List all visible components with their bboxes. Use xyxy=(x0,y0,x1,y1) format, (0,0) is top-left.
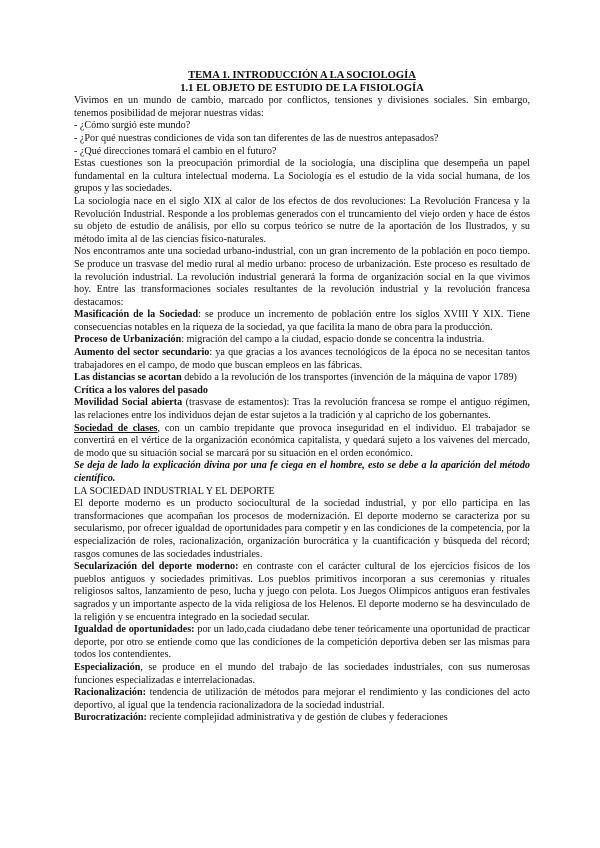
question-item: - ¿Cómo surgió este mundo? xyxy=(74,120,191,132)
term-label: Secularización del deporte moderno: xyxy=(74,561,239,573)
item-igualdad xyxy=(74,624,530,662)
item-especializacion xyxy=(74,662,530,687)
item-movilidad xyxy=(74,397,530,422)
term-text: debido a la revolución de los transportes (invención de la máquina de vapor 1789) xyxy=(181,372,517,384)
item-burocratizacion xyxy=(74,712,530,725)
term-text: : se produce un incremento de población entre los siglos XVIII Y XIX. Tiene consecuencias notables en la riqueza de la sociedad, ya que facilita la mano de obra para la producción. xyxy=(74,309,531,333)
paragraph-explicacion: Se deja de lado la explicación divina por una fe ciega en el hombre, esto se debe a la aparición del método científico. xyxy=(74,460,530,484)
term-label: Masificación de la Sociedad xyxy=(74,309,199,321)
term-label: Proceso de Urbanización xyxy=(74,334,182,346)
item-secularizacion xyxy=(74,561,530,624)
question-item: - ¿Por qué nuestras condiciones de vida son tan diferentes de las de nuestros antepasados? xyxy=(74,132,439,144)
term-label: Burocratización: xyxy=(74,712,147,724)
term-label: Sociedad de clases xyxy=(74,422,158,434)
term-text: : ya que gracias a los avances tecnológicos de la época no se necesitan tantos trabajadores en el campo, de modo que buscan empleos en las fábricas. xyxy=(74,347,530,371)
term-text: reciente complejidad administrativa y de gestión de clubes y federaciones xyxy=(146,712,448,724)
term-text: , se produce en el mundo del trabajo de las sociedades industriales, con sus numerosas funciones especializadas e interrelacionadas. xyxy=(74,661,530,686)
term-text: por un lado,cada ciudadano debe tener teóricamente una oportunidad de practicar deporte, por otro se entiende como que las condiciones de la competición deportiva deben ser las mismas para todos los contendientes. xyxy=(74,624,530,661)
term-label: Especialización xyxy=(74,661,141,673)
term-text: : migración del campo a la ciudad, espacio donde se concentra la industria. xyxy=(181,334,485,346)
term-text: en contraste con el carácter cultural de los ejercicios físicos de los pueblos antiguos y sociedades primitivas. Los pueblos primitivos incorporan a sus ceremonias y rituales religiosos saltos, lanzamiento de peso, lucha y juego con pelota. Los Juegos Olímpicos antiguos eran festivales sagrados y un importante aspecto de la vida religiosa de los Helenos. El deporte moderno se ha desvinculado de la religión y se encuentra integrado en la sociedad secular. xyxy=(74,561,530,623)
term-label: Racionalización: xyxy=(74,687,146,699)
term-label: Movilidad Social abierta xyxy=(74,397,183,409)
paragraph-nace: La sociología nace en el siglo XIX al calor de los efectos de dos revoluciones: La Revolución Francesa y la Revolución Industrial. Responde a los problemas generados con el truncamiento del viejo orden y hace de éstos su objeto de estudio de análisis, por ello su corpus teórico se nutre de la aportación de los Ilustrados, y su método imita al de las ciencias físico-naturales. xyxy=(74,195,530,245)
document-title: TEMA 1. INTRODUCCIÓN A LA SOCIOLOGÍA xyxy=(188,70,416,81)
term-label: Aumento del sector secundario xyxy=(74,347,210,359)
term-label: Igualdad de oportunidades: xyxy=(74,624,195,636)
term-text: , con un cambio trepidante que provoca inseguridad en el individuo. El trabajador se convertirá en el vértice de la organización económica capitalista, y quedará sujeto a los vaivenes del mercado, de modo que su situación social se marcará por su situación en el orden económico. xyxy=(74,422,530,459)
item-racionalizacion xyxy=(74,687,530,712)
item-sector-secundario xyxy=(74,347,530,372)
section-subtitle: 1.1 EL OBJETO DE ESTUDIO DE LA FISIOLOGÍA xyxy=(180,82,424,94)
term-text: (trasvase de estamentos): Tras la revolución francesa se rompe el antiguo régimen, las relaciones entre los individuos dejan de estar sujetos a la tradición y al capricho de los gobernantes. xyxy=(74,397,531,422)
item-masificacion xyxy=(74,309,530,334)
heading-critica: Crítica a los valores del pasado xyxy=(74,384,208,396)
item-clases xyxy=(74,423,530,461)
section-heading-deporte: LA SOCIEDAD INDUSTRIAL Y EL DEPORTE xyxy=(74,485,275,497)
paragraph-deporte: El deporte moderno es un producto sociocultural de la sociedad industrial, y por ello participa en las transformaciones que acompañan los procesos de modernización. El deporte moderno se caracteriza por su secularismo, por ofrecer igualdad de oportunidades para competir y en las condiciones de la competencia, por la especialización de roles, racionalización, organización burocrática y la cuantificación y búsqueda del récord; rasgos comunes de las sociedades industriales. xyxy=(74,498,530,560)
paragraph-encontramos: Nos encontramos ante una sociedad urbano-industrial, con un gran incremento de la población en poco tiempo. Se produce un trasvase del medio rural al medio urbano: proceso de urbanización. Este proceso es resultado de la revolución industrial. La revolución industrial generará la forma de organización social en la que vivimos hoy. Entre las transformaciones sociales resultantes de la revolución industrial y la revolución francesa destacamos: xyxy=(74,246,530,308)
question-item: - ¿Qué direcciones tomará el cambio en el futuro? xyxy=(74,145,277,157)
term-label: Las distancias se acortan xyxy=(74,372,182,384)
document-page xyxy=(74,70,530,725)
item-urbanizacion xyxy=(74,334,530,347)
item-distancias xyxy=(74,372,530,385)
intro-paragraph: Vivimos en un mundo de cambio, marcado por conflictos, tensiones y divisiones sociales. Sin embargo, tenemos posibilidad de mejorar nuestras vidas: xyxy=(74,95,530,119)
paragraph-cuestiones: Estas cuestiones son la preocupación primordial de la sociología, una disciplina que desempeña un papel fundamental en la cultura intelectual moderna. La Sociología es el estudio de la vida social humana, de los grupos y las sociedades. xyxy=(74,158,530,195)
term-text: tendencia de utilización de métodos para mejorar el rendimiento y las condiciones del acto deportivo, al igual que la tendencia racionalizadora de la sociedad industrial. xyxy=(74,687,530,711)
